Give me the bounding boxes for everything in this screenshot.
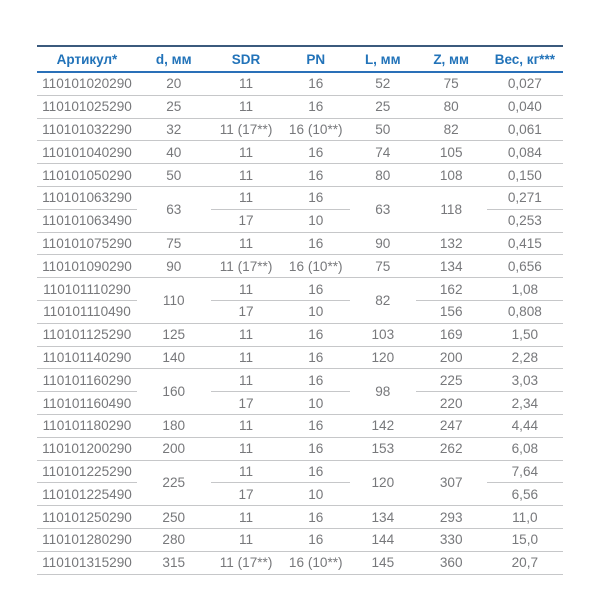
cell-l: 50 — [350, 118, 416, 141]
cell-d: 40 — [137, 141, 211, 164]
cell-article: 110101020290 — [37, 72, 137, 95]
table-header — [37, 46, 563, 72]
cell-pn: 10 — [282, 483, 350, 506]
cell-weight: 6,56 — [487, 483, 563, 506]
cell-z: 105 — [416, 141, 487, 164]
cell-d: 90 — [137, 255, 211, 278]
cell-l: 74 — [350, 141, 416, 164]
cell-l: 90 — [350, 232, 416, 255]
cell-article: 110101110490 — [37, 300, 137, 323]
cell-l: 134 — [350, 506, 416, 529]
cell-l: 80 — [350, 164, 416, 187]
cell-weight: 3,03 — [487, 369, 563, 392]
cell-pn: 16 (10**) — [282, 118, 350, 141]
cell-article: 110101110290 — [37, 278, 137, 301]
cell-pn: 16 (10**) — [282, 551, 350, 574]
cell-sdr: 11 — [211, 414, 282, 437]
cell-z: 360 — [416, 551, 487, 574]
cell-z: 108 — [416, 164, 487, 187]
cell-z: 132 — [416, 232, 487, 255]
cell-article: 110101280290 — [37, 528, 137, 551]
cell-sdr: 11 — [211, 141, 282, 164]
cell-article: 110101315290 — [37, 551, 137, 574]
cell-sdr: 11 — [211, 278, 282, 301]
cell-article: 110101225490 — [37, 483, 137, 506]
table-row — [37, 232, 563, 255]
cell-d: 140 — [137, 346, 211, 369]
cell-l: 103 — [350, 323, 416, 346]
cell-weight: 6,08 — [487, 437, 563, 460]
cell-d: 50 — [137, 164, 211, 187]
cell-weight: 0,253 — [487, 209, 563, 232]
cell-article: 110101160290 — [37, 369, 137, 392]
cell-article: 110101160490 — [37, 392, 137, 415]
header-row — [37, 46, 563, 72]
cell-z: 262 — [416, 437, 487, 460]
cell-pn: 16 — [282, 506, 350, 529]
table-body — [37, 72, 563, 574]
cell-sdr: 11 — [211, 95, 282, 118]
cell-pn: 16 (10**) — [282, 255, 350, 278]
table-row — [37, 141, 563, 164]
cell-weight: 15,0 — [487, 528, 563, 551]
cell-pn: 10 — [282, 392, 350, 415]
cell-z: 162 — [416, 278, 487, 301]
table-row — [37, 323, 563, 346]
cell-article: 110101050290 — [37, 164, 137, 187]
column-header-article: Артикул* — [37, 46, 137, 72]
cell-weight: 0,808 — [487, 300, 563, 323]
cell-d: 63 — [137, 186, 211, 232]
cell-sdr: 17 — [211, 300, 282, 323]
cell-d: 315 — [137, 551, 211, 574]
column-header-pn: PN — [282, 46, 350, 72]
cell-z: 247 — [416, 414, 487, 437]
cell-l: 142 — [350, 414, 416, 437]
cell-d: 20 — [137, 72, 211, 95]
cell-l: 98 — [350, 369, 416, 415]
cell-sdr: 11 (17**) — [211, 255, 282, 278]
table-row — [37, 95, 563, 118]
column-header-weight: Вес, кг*** — [487, 46, 563, 72]
cell-l: 120 — [350, 460, 416, 506]
cell-pn: 16 — [282, 460, 350, 483]
cell-article: 110101075290 — [37, 232, 137, 255]
cell-pn: 10 — [282, 209, 350, 232]
cell-weight: 2,34 — [487, 392, 563, 415]
column-header-l: L, мм — [350, 46, 416, 72]
cell-z: 169 — [416, 323, 487, 346]
cell-z: 225 — [416, 369, 487, 392]
table-row — [37, 506, 563, 529]
cell-pn: 16 — [282, 278, 350, 301]
cell-weight: 4,44 — [487, 414, 563, 437]
cell-weight: 0,061 — [487, 118, 563, 141]
table-row — [37, 528, 563, 551]
cell-pn: 16 — [282, 186, 350, 209]
table-row — [37, 278, 563, 301]
cell-weight: 0,415 — [487, 232, 563, 255]
cell-weight: 1,08 — [487, 278, 563, 301]
table-row — [37, 186, 563, 209]
cell-z: 307 — [416, 460, 487, 506]
cell-z: 200 — [416, 346, 487, 369]
table-row — [37, 460, 563, 483]
cell-d: 110 — [137, 278, 211, 324]
cell-weight: 20,7 — [487, 551, 563, 574]
cell-article: 110101090290 — [37, 255, 137, 278]
cell-pn: 10 — [282, 300, 350, 323]
cell-article: 110101140290 — [37, 346, 137, 369]
cell-sdr: 17 — [211, 483, 282, 506]
table-row — [37, 72, 563, 95]
table-row — [37, 164, 563, 187]
cell-z: 118 — [416, 186, 487, 232]
cell-z: 82 — [416, 118, 487, 141]
cell-pn: 16 — [282, 346, 350, 369]
cell-weight: 0,084 — [487, 141, 563, 164]
cell-pn: 16 — [282, 528, 350, 551]
cell-d: 180 — [137, 414, 211, 437]
table-row — [37, 551, 563, 574]
cell-d: 75 — [137, 232, 211, 255]
cell-d: 25 — [137, 95, 211, 118]
cell-l: 25 — [350, 95, 416, 118]
cell-sdr: 11 — [211, 232, 282, 255]
cell-sdr: 11 — [211, 164, 282, 187]
table-row — [37, 300, 563, 323]
cell-article: 110101040290 — [37, 141, 137, 164]
cell-article: 110101063290 — [37, 186, 137, 209]
cell-z: 156 — [416, 300, 487, 323]
cell-z: 330 — [416, 528, 487, 551]
cell-sdr: 11 — [211, 186, 282, 209]
cell-sdr: 11 (17**) — [211, 118, 282, 141]
table-row — [37, 255, 563, 278]
cell-d: 280 — [137, 528, 211, 551]
cell-article: 110101032290 — [37, 118, 137, 141]
table-row — [37, 118, 563, 141]
cell-pn: 16 — [282, 164, 350, 187]
cell-pn: 16 — [282, 72, 350, 95]
cell-weight: 2,28 — [487, 346, 563, 369]
cell-l: 75 — [350, 255, 416, 278]
cell-article: 110101250290 — [37, 506, 137, 529]
cell-l: 63 — [350, 186, 416, 232]
table-row — [37, 369, 563, 392]
cell-article: 110101225290 — [37, 460, 137, 483]
cell-weight: 1,50 — [487, 323, 563, 346]
cell-l: 144 — [350, 528, 416, 551]
cell-article: 110101063490 — [37, 209, 137, 232]
cell-sdr: 11 — [211, 346, 282, 369]
cell-d: 160 — [137, 369, 211, 415]
cell-l: 52 — [350, 72, 416, 95]
cell-article: 110101125290 — [37, 323, 137, 346]
cell-sdr: 11 — [211, 323, 282, 346]
cell-article: 110101200290 — [37, 437, 137, 460]
cell-weight: 0,150 — [487, 164, 563, 187]
cell-l: 82 — [350, 278, 416, 324]
cell-sdr: 17 — [211, 209, 282, 232]
cell-d: 250 — [137, 506, 211, 529]
table-row — [37, 437, 563, 460]
cell-weight: 0,027 — [487, 72, 563, 95]
cell-l: 120 — [350, 346, 416, 369]
column-header-sdr: SDR — [211, 46, 282, 72]
cell-z: 134 — [416, 255, 487, 278]
cell-pn: 16 — [282, 369, 350, 392]
cell-d: 32 — [137, 118, 211, 141]
cell-weight: 11,0 — [487, 506, 563, 529]
cell-sdr: 11 (17**) — [211, 551, 282, 574]
cell-article: 110101025290 — [37, 95, 137, 118]
cell-z: 80 — [416, 95, 487, 118]
cell-article: 110101180290 — [37, 414, 137, 437]
cell-pn: 16 — [282, 437, 350, 460]
cell-z: 220 — [416, 392, 487, 415]
cell-sdr: 11 — [211, 506, 282, 529]
column-header-z: Z, мм — [416, 46, 487, 72]
cell-pn: 16 — [282, 232, 350, 255]
cell-l: 145 — [350, 551, 416, 574]
cell-z: 293 — [416, 506, 487, 529]
table-row — [37, 346, 563, 369]
cell-pn: 16 — [282, 95, 350, 118]
cell-weight: 0,271 — [487, 186, 563, 209]
cell-sdr: 11 — [211, 369, 282, 392]
table-row — [37, 392, 563, 415]
cell-weight: 0,040 — [487, 95, 563, 118]
spec-table-container — [37, 45, 563, 575]
cell-d: 200 — [137, 437, 211, 460]
cell-d: 125 — [137, 323, 211, 346]
cell-sdr: 11 — [211, 460, 282, 483]
cell-d: 225 — [137, 460, 211, 506]
cell-pn: 16 — [282, 323, 350, 346]
cell-sdr: 17 — [211, 392, 282, 415]
pipe-fitting-spec-table — [37, 45, 563, 575]
cell-sdr: 11 — [211, 528, 282, 551]
cell-z: 75 — [416, 72, 487, 95]
cell-pn: 16 — [282, 141, 350, 164]
cell-pn: 16 — [282, 414, 350, 437]
cell-l: 153 — [350, 437, 416, 460]
cell-weight: 7,64 — [487, 460, 563, 483]
cell-sdr: 11 — [211, 72, 282, 95]
column-header-d: d, мм — [137, 46, 211, 72]
cell-sdr: 11 — [211, 437, 282, 460]
table-row — [37, 414, 563, 437]
cell-weight: 0,656 — [487, 255, 563, 278]
